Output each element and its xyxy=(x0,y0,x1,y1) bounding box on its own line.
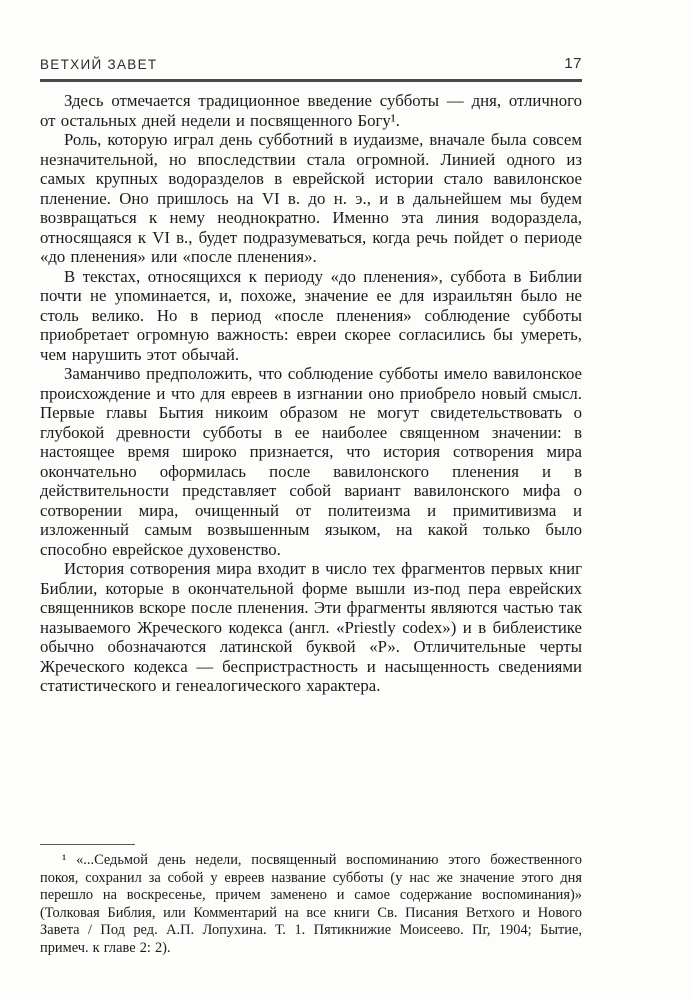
footnote xyxy=(40,852,582,958)
body-paragraph: История сотворения мира входит в число тех фрагментов первых книг Библии, которые в окончательной форме вышли из-под пера еврейских священников вскоре после пленения. Эти фрагменты являются частью так называемого Жреческого кодекса (англ. «Priestly codex») и в библеистике обычно обозначаются латинской буквой «Р». Отличительные черты Жреческого кодекса — беспристрастность и насыщенность сведениями статистического и генеалогического характера. xyxy=(40,559,582,695)
header-rule xyxy=(40,79,582,82)
body-paragraph: Здесь отмечается традиционное введение субботы — дня, отличного от остальных дней недели и посвященного Богу¹. xyxy=(40,91,582,130)
page-number: 17 xyxy=(564,55,582,72)
page-header xyxy=(40,55,582,72)
body-text xyxy=(40,91,582,696)
body-paragraph: В текстах, относящихся к периоду «до пленения», суббота в Библии почти не упоминается, и, похоже, значение ее для израильтян было не столь велико. Но в период «после пленения» соблюдение субботы приобретает огромную важность: евреи скорее согласились бы умереть, чем нарушить этот обычай. xyxy=(40,266,582,364)
footnote-text: ¹ «...Седьмой день недели, посвященный воспоминанию этого божественного покоя, сохранил за собой у евреев название субботы (у нас же значение этого дня перешло на воскресенье, причем заменено и самое содержание воспоминания)» (Толковая Библия, или Комментарий на все книги Св. Писания Ветхого и Нового Завета / Под ред. А.П. Лопухина. Т. 1. Пятикнижие Моисеево. Пг, 1904; Бытие, примеч. к главе 2: 2). xyxy=(40,852,582,956)
running-title: ВЕТХИЙ ЗАВЕТ xyxy=(40,57,158,72)
body-paragraph: Заманчиво предположить, что соблюдение субботы имело вавилонское происхождение и что для евреев в изгнании оно приобрело новый смысл. Первые главы Бытия никоим образом не могут свидетельствовать о глубокой древности субботы в ее наиболее священном значении: в настоящее время широко признается, что история сотворения мира окончательно оформилась после вавилонского пленения и в действительности представляет собой вариант вавилонского мифа о сотворении мира, очищенный от политеизма и примитивизма и изложенный самым возвышенным языком, на какой только было способно еврейское духовенство. xyxy=(40,364,582,559)
body-paragraph: Роль, которую играл день субботний в иудаизме, вначале была совсем незначительной, но впоследствии стала огромной. Линией одного из самых крупных водоразделов в еврейской истории стало вавилонское пленение. Оно пришлось на VI в. до н. э., и в дальнейшем мы будем возвращаться к нему неоднократно. Именно эта линия водораздела, относящаяся к VI в., будет подразумеваться, когда речь пойдет о периоде «до пленения» или «после пленения». xyxy=(40,130,582,266)
footnote-rule xyxy=(40,844,135,845)
